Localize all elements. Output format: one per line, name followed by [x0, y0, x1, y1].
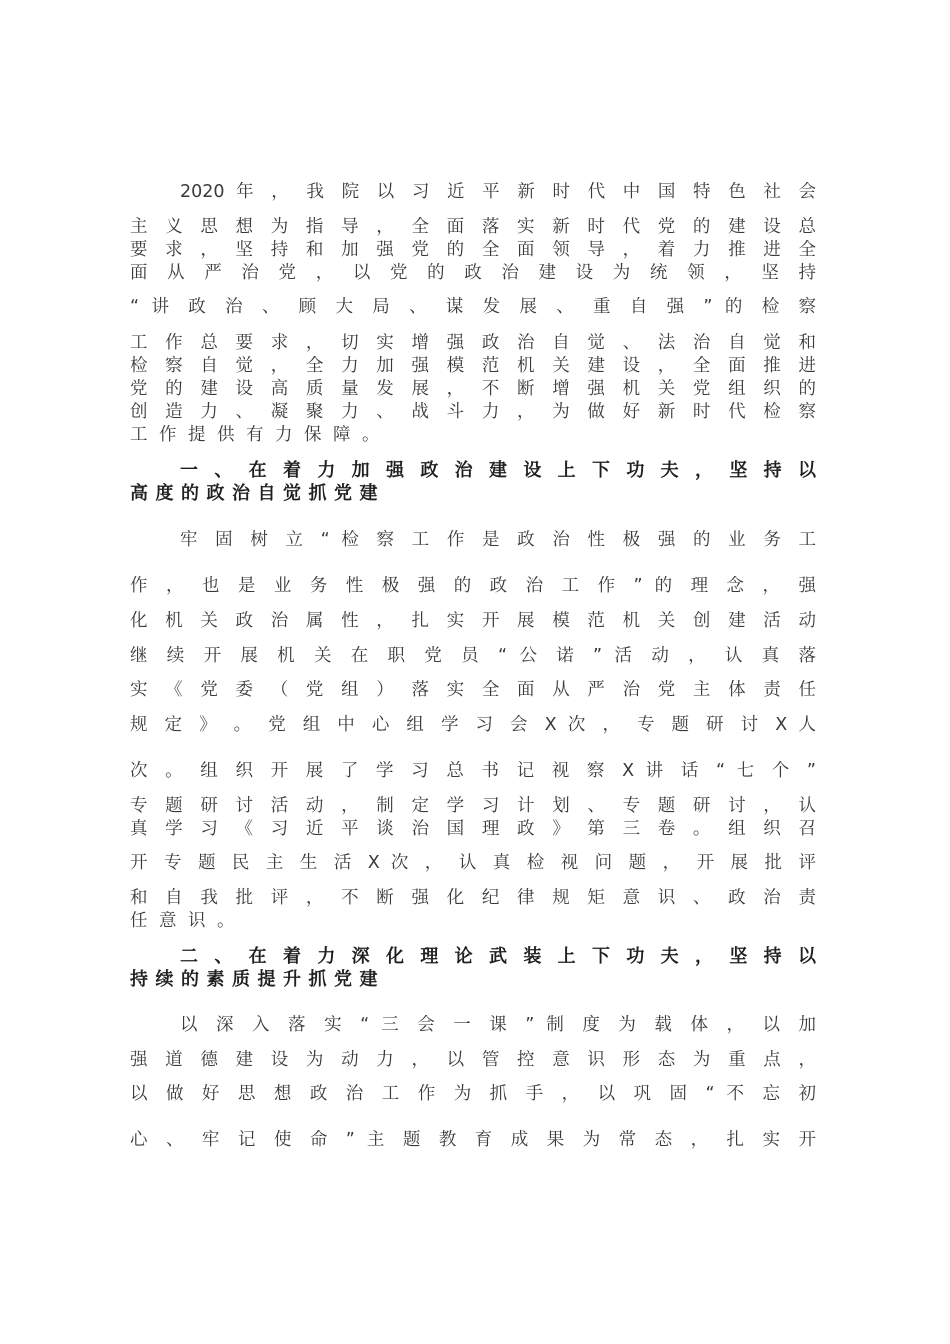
- intro-line: 党 的 建 设 高 质 量 发 展 ， 不 断 增 强 机 关 党 组 织 的: [130, 379, 816, 399]
- section-2-line: 以 深 入 落 实 “ 三 会 一 课 ” 制 度 为 载 体 ， 以 加: [180, 1015, 816, 1035]
- section-1-line: 规 定 》 。 党 组 中 心 组 学 习 会 X 次 ， 专 题 研 讨 X 人: [130, 715, 816, 735]
- intro-line: 主 义 思 想 为 指 导 ， 全 面 落 实 新 时 代 党 的 建 设 总: [130, 217, 816, 237]
- section-1-line: 牢 固 树 立 “ 检 察 工 作 是 政 治 性 极 强 的 业 务 工: [180, 530, 816, 550]
- section-1-line: 专 题 研 讨 活 动 ， 制 定 学 习 计 划 、 专 题 研 讨 ， 认: [130, 796, 816, 816]
- intro-line: 工 作 总 要 求 ， 切 实 增 强 政 治 自 觉 、 法 治 自 觉 和: [130, 333, 816, 353]
- section-2-line: 以 做 好 思 想 政 治 工 作 为 抓 手 ， 以 巩 固 “ 不 忘 初: [130, 1084, 816, 1104]
- intro-line: 面 从 严 治 党 ， 以 党 的 政 治 建 设 为 统 领 ， 坚 持: [130, 263, 816, 283]
- intro-line: 检 察 自 觉 ， 全 力 加 强 模 范 机 关 建 设 ， 全 面 推 进: [130, 356, 816, 376]
- intro-line: 创 造 力 、 凝 聚 力 、 战 斗 力 ， 为 做 好 新 时 代 检 察: [130, 402, 816, 422]
- section-1-line: 任意识。: [130, 911, 246, 931]
- intro-line: 工作提供有力保障。: [130, 425, 391, 445]
- section-heading-1: 一 、 在 着 力 加 强 政 治 建 设 上 下 功 夫 ， 坚 持 以: [180, 460, 816, 481]
- section-heading-2: 持续的素质提升抓党建: [130, 969, 385, 990]
- section-1-line: 化 机 关 政 治 属 性 ， 扎 实 开 展 模 范 机 关 创 建 活 动: [130, 611, 816, 631]
- section-heading-2: 二 、 在 着 力 深 化 理 论 武 装 上 下 功 夫 ， 坚 持 以: [180, 946, 816, 967]
- section-heading-1: 高度的政治自觉抓党建: [130, 483, 385, 504]
- section-1-line: 开 专 题 民 主 生 活 X 次 ， 认 真 检 视 问 题 ， 开 展 批 评: [130, 853, 816, 873]
- section-2-line: 强 道 德 建 设 为 动 力 ， 以 管 控 意 识 形 态 为 重 点 ，: [130, 1050, 816, 1070]
- section-2-line: 心 、 牢 记 使 命 ” 主 题 教 育 成 果 为 常 态 ， 扎 实 开: [130, 1130, 816, 1150]
- section-1-line: 实 《 党 委 （ 党 组 ） 落 实 全 面 从 严 治 党 主 体 责 任: [130, 680, 816, 700]
- section-1-line: 真 学 习 《 习 近 平 谈 治 国 理 政 》 第 三 卷 。 组 织 召: [130, 819, 816, 839]
- section-1-line: 继 续 开 展 机 关 在 职 党 员 “ 公 诺 ” 活 动 ， 认 真 落: [130, 646, 816, 666]
- section-1-line: 和 自 我 批 评 ， 不 断 强 化 纪 律 规 矩 意 识 、 政 治 责: [130, 888, 816, 908]
- intro-line: 2020 年 ， 我 院 以 习 近 平 新 时 代 中 国 特 色 社 会: [180, 182, 816, 202]
- intro-line: “ 讲 政 治 、 顾 大 局 、 谋 发 展 、 重 自 强 ” 的 检 察: [130, 297, 816, 317]
- section-1-line: 次 。 组 织 开 展 了 学 习 总 书 记 视 察 X 讲 话 “ 七 个 ”: [130, 761, 816, 781]
- intro-line: 要 求 ， 坚 持 和 加 强 党 的 全 面 领 导 ， 着 力 推 进 全: [130, 240, 816, 260]
- section-1-line: 作 ， 也 是 业 务 性 极 强 的 政 治 工 作 ” 的 理 念 ， 强: [130, 576, 816, 596]
